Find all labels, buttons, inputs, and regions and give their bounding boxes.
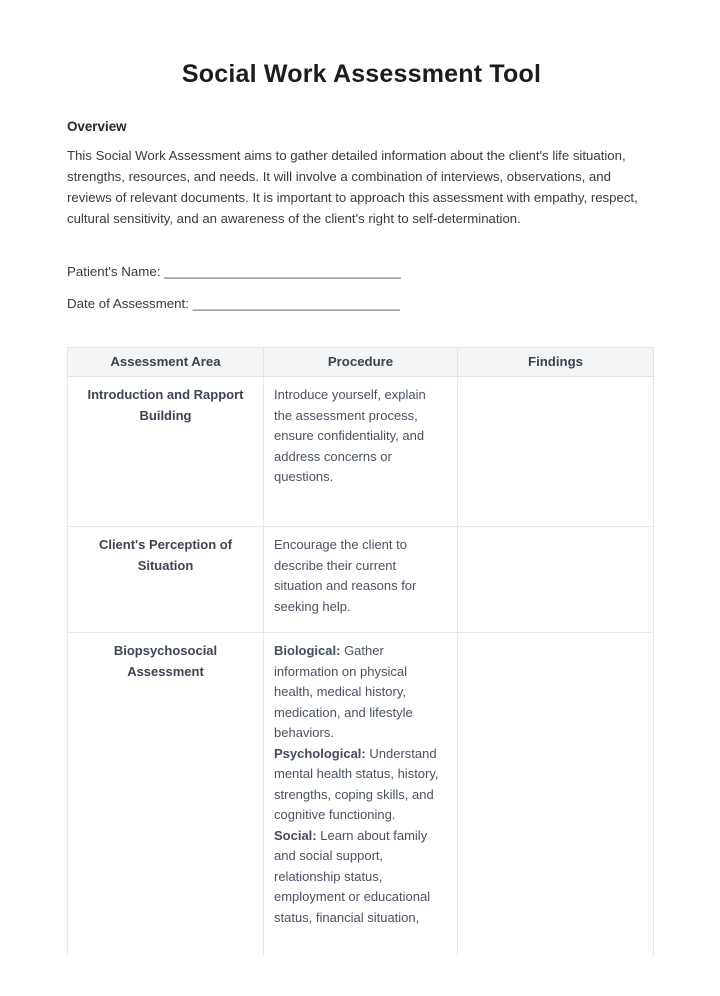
table-row [68,527,654,633]
column-header-findings: Findings [458,348,654,377]
overview-paragraph: This Social Work Assessment aims to gather detailed information about the client's life situation, strengths, resources, and needs. It will involve a combination of interviews, observations, and reviews of relevant documents. It is important to approach this assessment with empathy, respect, cultural sensitivity, and an awareness of the client's right to self-determination. [67,148,638,226]
date-of-assessment-blank-line: ____________________________ [192,296,400,311]
findings-cell [458,633,654,957]
patient-name-label: Patient's Name: [67,264,161,279]
procedure-cell [264,527,458,633]
findings-cell [458,377,654,527]
procedure-segment: Biological: Gather information on physical health, medical history, medication, and lifestyle behaviors. [274,643,413,740]
assessment-table-header [68,348,654,377]
findings-cell [458,527,654,633]
overview-heading: Overview [67,119,127,134]
header-row [68,348,654,377]
procedure-segment: Social: Learn about family and social support, relationship status, employment or educational status, financial situation, [274,827,431,925]
patient-name-field [67,261,656,282]
assessment-area-cell: Introduction and Rapport Building [68,377,264,527]
assessment-table-body [68,377,654,957]
assessment-area-cell: Biopsychosocial Assessment [68,633,264,957]
column-header-procedure: Procedure [264,348,458,377]
table-row [68,377,654,527]
date-of-assessment-label: Date of Assessment: [67,296,189,311]
procedure-segment: Introduce yourself, explain the assessment process, ensure confidentiality, and address concerns or questions. [274,387,426,484]
column-header-assessment-area: Assessment Area [68,348,264,377]
procedure-cell [264,633,458,957]
assessment-table-container [67,347,656,956]
assessment-area-cell: Client's Perception of Situation [68,527,264,633]
table-row [68,633,654,957]
procedure-cell [264,377,458,527]
assessment-table [67,347,654,956]
date-of-assessment-field [67,293,656,314]
procedure-segment: Encourage the client to describe their current situation and reasons for seeking help. [274,537,417,614]
procedure-segment: Psychological: Understand mental health status, history, strengths, coping skills, and cognitive functioning. [274,745,439,822]
patient-name-blank-line: ________________________________ [164,264,401,279]
page-title: Social Work Assessment Tool [181,60,542,88]
